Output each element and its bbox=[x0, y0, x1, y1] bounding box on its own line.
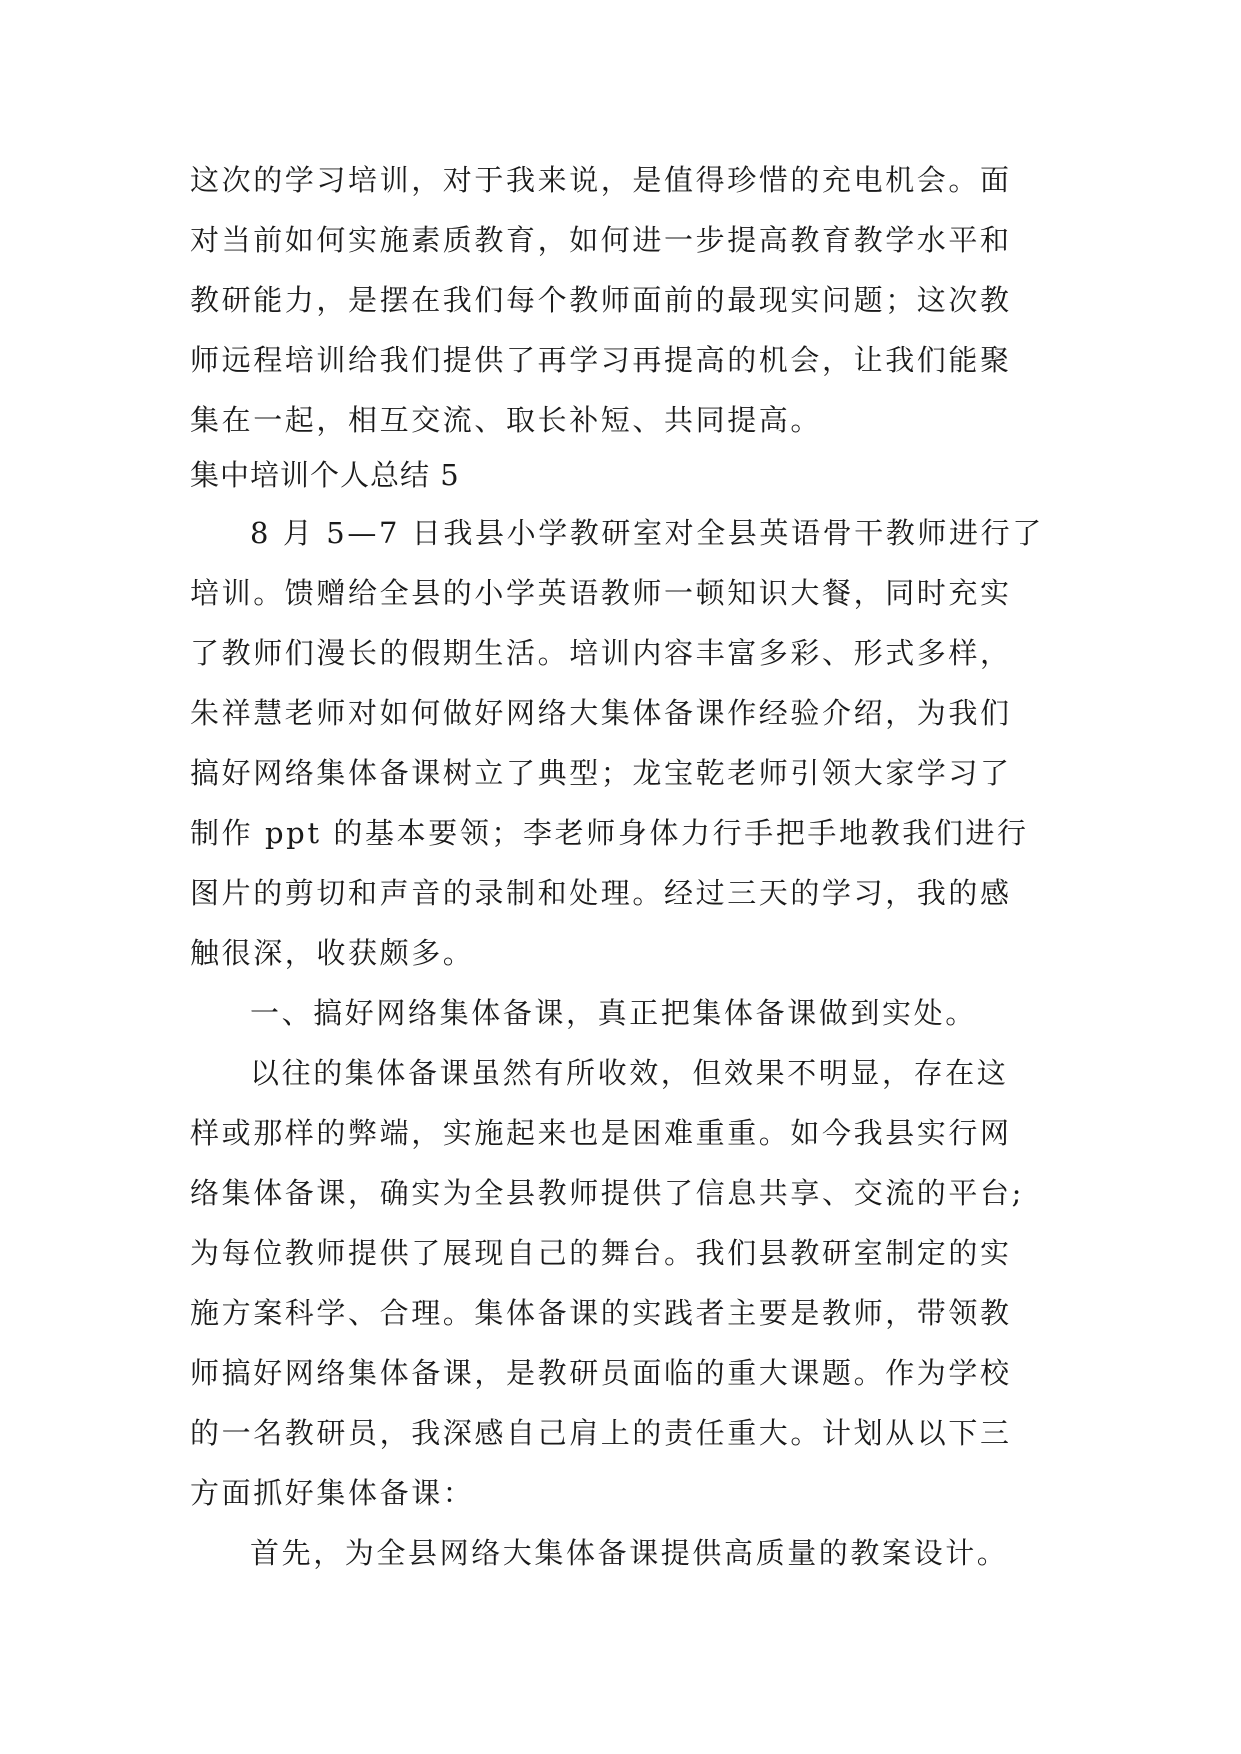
paragraph-line: 教研能力，是摆在我们每个教师面前的最现实问题；这次教 bbox=[190, 283, 1012, 317]
paragraph-line: 络集体备课，确实为全县教师提供了信息共享、交流的平台; bbox=[190, 1176, 1024, 1210]
paragraph-line: 师远程培训给我们提供了再学习再提高的机会，让我们能聚 bbox=[190, 343, 1012, 377]
section-heading: 集中培训个人总结 5 bbox=[190, 458, 460, 492]
paragraph-line: 搞好网络集体备课树立了典型；龙宝乾老师引领大家学习了 bbox=[190, 756, 1012, 790]
paragraph-line: 施方案科学、合理。集体备课的实践者主要是教师，带领教 bbox=[190, 1296, 1012, 1330]
paragraph-line: 对当前如何实施素质教育，如何进一步提高教育教学水平和 bbox=[190, 223, 1012, 257]
paragraph-line: 培训。馈赠给全县的小学英语教师一顿知识大餐，同时充实 bbox=[190, 576, 1012, 610]
paragraph-line: 这次的学习培训，对于我来说，是值得珍惜的充电机会。面 bbox=[190, 163, 1012, 197]
paragraph-line: 的一名教研员，我深感自己肩上的责任重大。计划从以下三 bbox=[190, 1416, 1012, 1450]
paragraph-line: 触很深，收获颇多。 bbox=[190, 936, 475, 970]
paragraph-line: 师搞好网络集体备课，是教研员面临的重大课题。作为学校 bbox=[190, 1356, 1012, 1390]
paragraph-line: 了教师们漫长的假期生活。培训内容丰富多彩、形式多样， bbox=[190, 636, 1012, 670]
paragraph-line: 图片的剪切和声音的录制和处理。经过三天的学习，我的感 bbox=[190, 876, 1012, 910]
paragraph-line: 集在一起，相互交流、取长补短、共同提高。 bbox=[190, 403, 823, 437]
paragraph-line: 首先，为全县网络大集体备课提供高质量的教案设计。 bbox=[250, 1536, 1009, 1570]
paragraph-line: 以往的集体备课虽然有所收效，但效果不明显，存在这 bbox=[250, 1056, 1009, 1090]
paragraph-line: 为每位教师提供了展现自己的舞台。我们县教研室制定的实 bbox=[190, 1236, 1012, 1270]
paragraph-line: 朱祥慧老师对如何做好网络大集体备课作经验介绍，为我们 bbox=[190, 696, 1012, 730]
paragraph-line: 8 月 5—7 日我县小学教研室对全县英语骨干教师进行了 bbox=[250, 516, 1044, 550]
paragraph-line: 样或那样的弊端，实施起来也是困难重重。如今我县实行网 bbox=[190, 1116, 1012, 1150]
paragraph-line: 制作 ppt 的基本要领；李老师身体力行手把手地教我们进行 bbox=[190, 816, 1029, 850]
subheading-line: 一、搞好网络集体备课，真正把集体备课做到实处。 bbox=[250, 996, 977, 1030]
paragraph-line: 方面抓好集体备课： bbox=[190, 1476, 475, 1510]
